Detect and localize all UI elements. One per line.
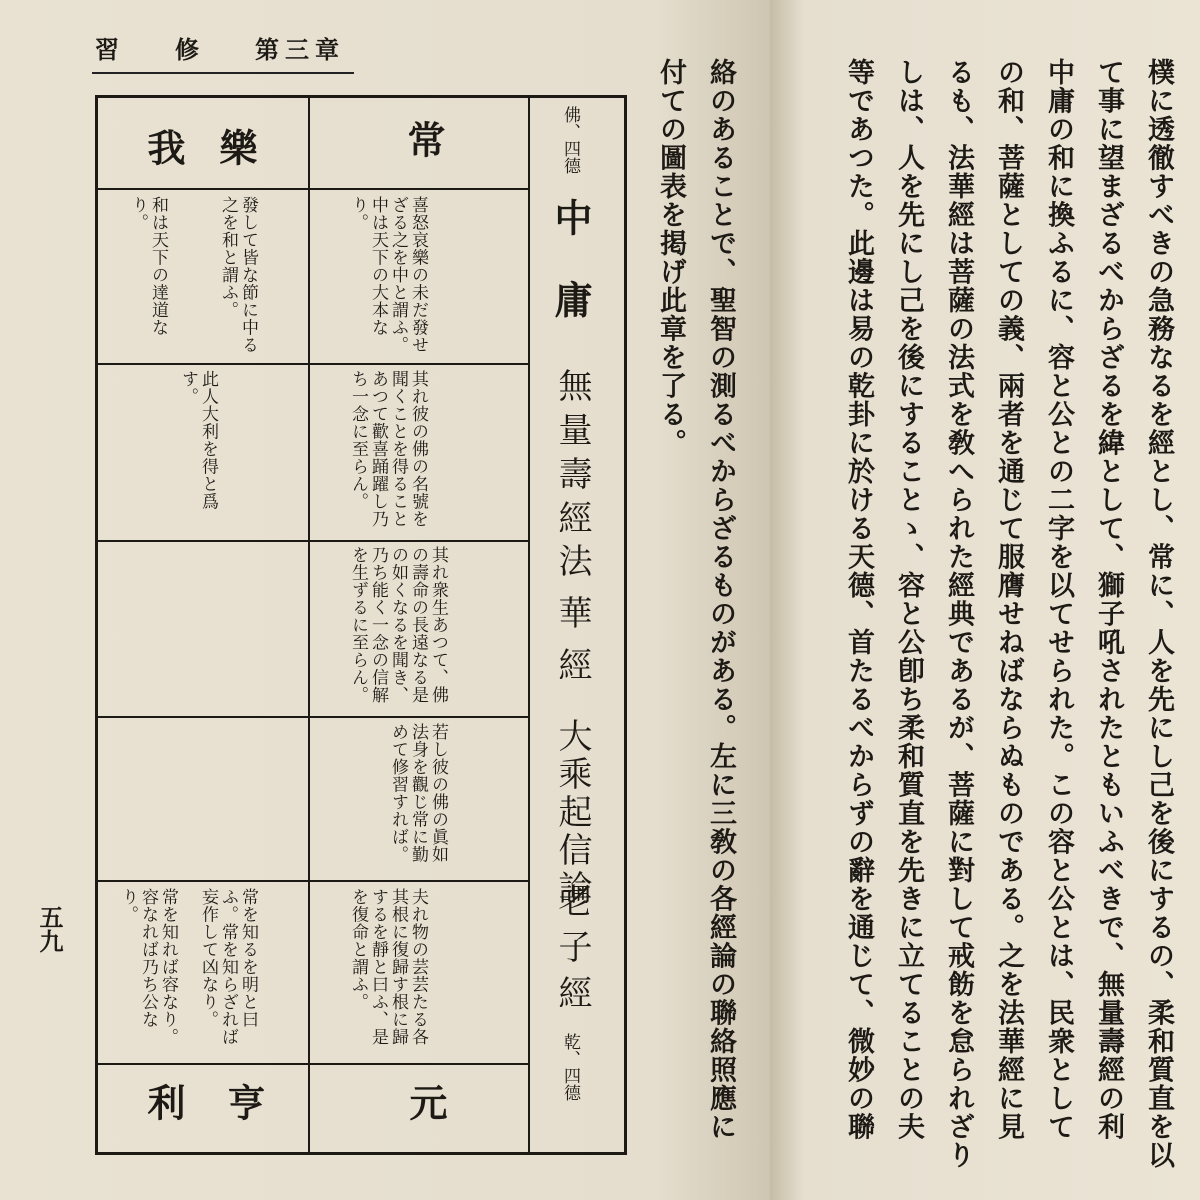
roshi-cell-self: 常を知れば容なり。容なれば乃ち公なり。 bbox=[118, 888, 178, 1046]
roshi-cell-bliss: 常を知るを明と曰ふ。常を知らざれば妄作して凶なり。 bbox=[198, 888, 258, 1046]
body-text-column-3: 樸に透徹すべきの急務なるを經とし、常に、人を先にし己を後にするの、柔和質直を以 bbox=[1143, 58, 1174, 1170]
body-text-column-8: しは、人を先にし己を後にすることゝ、容と公卽ち柔和質直を先きに立てることの夫 bbox=[893, 58, 924, 1141]
table-row-rule bbox=[98, 540, 528, 542]
chungyong-cell-bliss: 發して皆な節に中る之を和と謂ふ。 bbox=[218, 196, 258, 354]
buddha-four-virtues-label: 佛、四德 bbox=[560, 106, 580, 174]
sutra-roshi: 老子經 bbox=[552, 883, 592, 1021]
body-text-column-5: 中庸の和に換ふるに、容と公との二字を以てせられた。この容と公とは、民衆として bbox=[1043, 58, 1074, 1141]
sutra-kishin: 大乘起信論 bbox=[552, 718, 592, 908]
muryoju-cell-eternity: 其れ彼の佛の名號を聞くことを得ることあつて歡喜踊躍し乃ち一念に至らん。 bbox=[348, 370, 428, 528]
virtue-bliss: 樂 bbox=[213, 128, 258, 166]
sutra-hokke: 法華經 bbox=[552, 543, 592, 699]
header-rule bbox=[92, 72, 354, 74]
table-col-rule bbox=[528, 98, 530, 1152]
body-text-column-4: て事に望まざるべからざるを緯として、獅子吼されたともいふべきで、無量壽經の利 bbox=[1093, 58, 1124, 1141]
table-row-rule bbox=[98, 188, 528, 190]
body-text-column-1: 絡のあることで、聖智の測るべからざるものがある。左に三敎の各經論の聯絡照應に bbox=[705, 58, 736, 1141]
correspondence-table bbox=[95, 95, 627, 1155]
table-row-rule bbox=[98, 716, 528, 718]
right-page bbox=[770, 0, 1200, 1200]
virtue-prosperity: 亨 bbox=[221, 1083, 266, 1121]
page-number: 五九 bbox=[35, 905, 64, 953]
table-row-rule bbox=[98, 363, 528, 365]
chungyong-cell-self: 和は天下の達道なり。 bbox=[128, 196, 168, 336]
kishin-cell-eternity: 若し彼の佛の眞如法身を觀じ常に勤めて修習すれば。 bbox=[388, 723, 448, 863]
table-col-rule bbox=[308, 98, 310, 1152]
roshi-cell-eternity: 夫れ物の芸芸たる各其根に復歸す根に歸するを靜と曰ふ、是を復命と謂ふ。 bbox=[348, 888, 428, 1046]
body-text-column-7: るも、法華經は菩薩の法式を敎へられた經典であるが、菩薩に對して戒飭を怠られざり bbox=[943, 58, 974, 1170]
header-section-char1: 修 bbox=[175, 35, 205, 64]
table-row-rule bbox=[98, 1063, 528, 1065]
sutra-muryoju: 無量壽經 bbox=[552, 368, 592, 544]
header-section-char2: 習 bbox=[95, 35, 125, 64]
body-text-column-9: 等であつた。此邊は易の乾卦に於ける天德、首たるべからずの辭を通じて、微妙の聯 bbox=[843, 58, 874, 1141]
virtue-self: 我 bbox=[141, 128, 186, 166]
virtue-benefit: 利 bbox=[141, 1083, 186, 1121]
chungyong-cell-eternity: 喜怒哀樂の未だ發せざる之を中と謂ふ。中は天下の大本なり。 bbox=[348, 196, 428, 354]
virtue-eternity: 常 bbox=[401, 120, 446, 158]
heaven-four-virtues-label: 乾、四德 bbox=[560, 1033, 580, 1101]
header-chapter: 第三章 bbox=[255, 35, 345, 64]
muryoju-cell-bliss: 此人大利を得と爲す。 bbox=[178, 370, 218, 510]
table-row-rule bbox=[98, 880, 528, 882]
hokke-cell-eternity: 其れ衆生あつて、佛の壽命の長遠なる是の如くなるを聞き、乃ち能く一念の信解を生ずるに至らん。 bbox=[348, 546, 448, 704]
body-text-column-6: の和、菩薩としての義、兩者を通じて服膺せねばならぬものである。之を法華經に見 bbox=[993, 58, 1024, 1141]
body-text-column-2: 付ての圖表を掲げ此章を了る。 bbox=[655, 58, 686, 457]
running-header bbox=[95, 30, 345, 65]
sutra-chungyong: 中庸 bbox=[548, 198, 593, 362]
virtue-origin: 元 bbox=[403, 1083, 448, 1121]
